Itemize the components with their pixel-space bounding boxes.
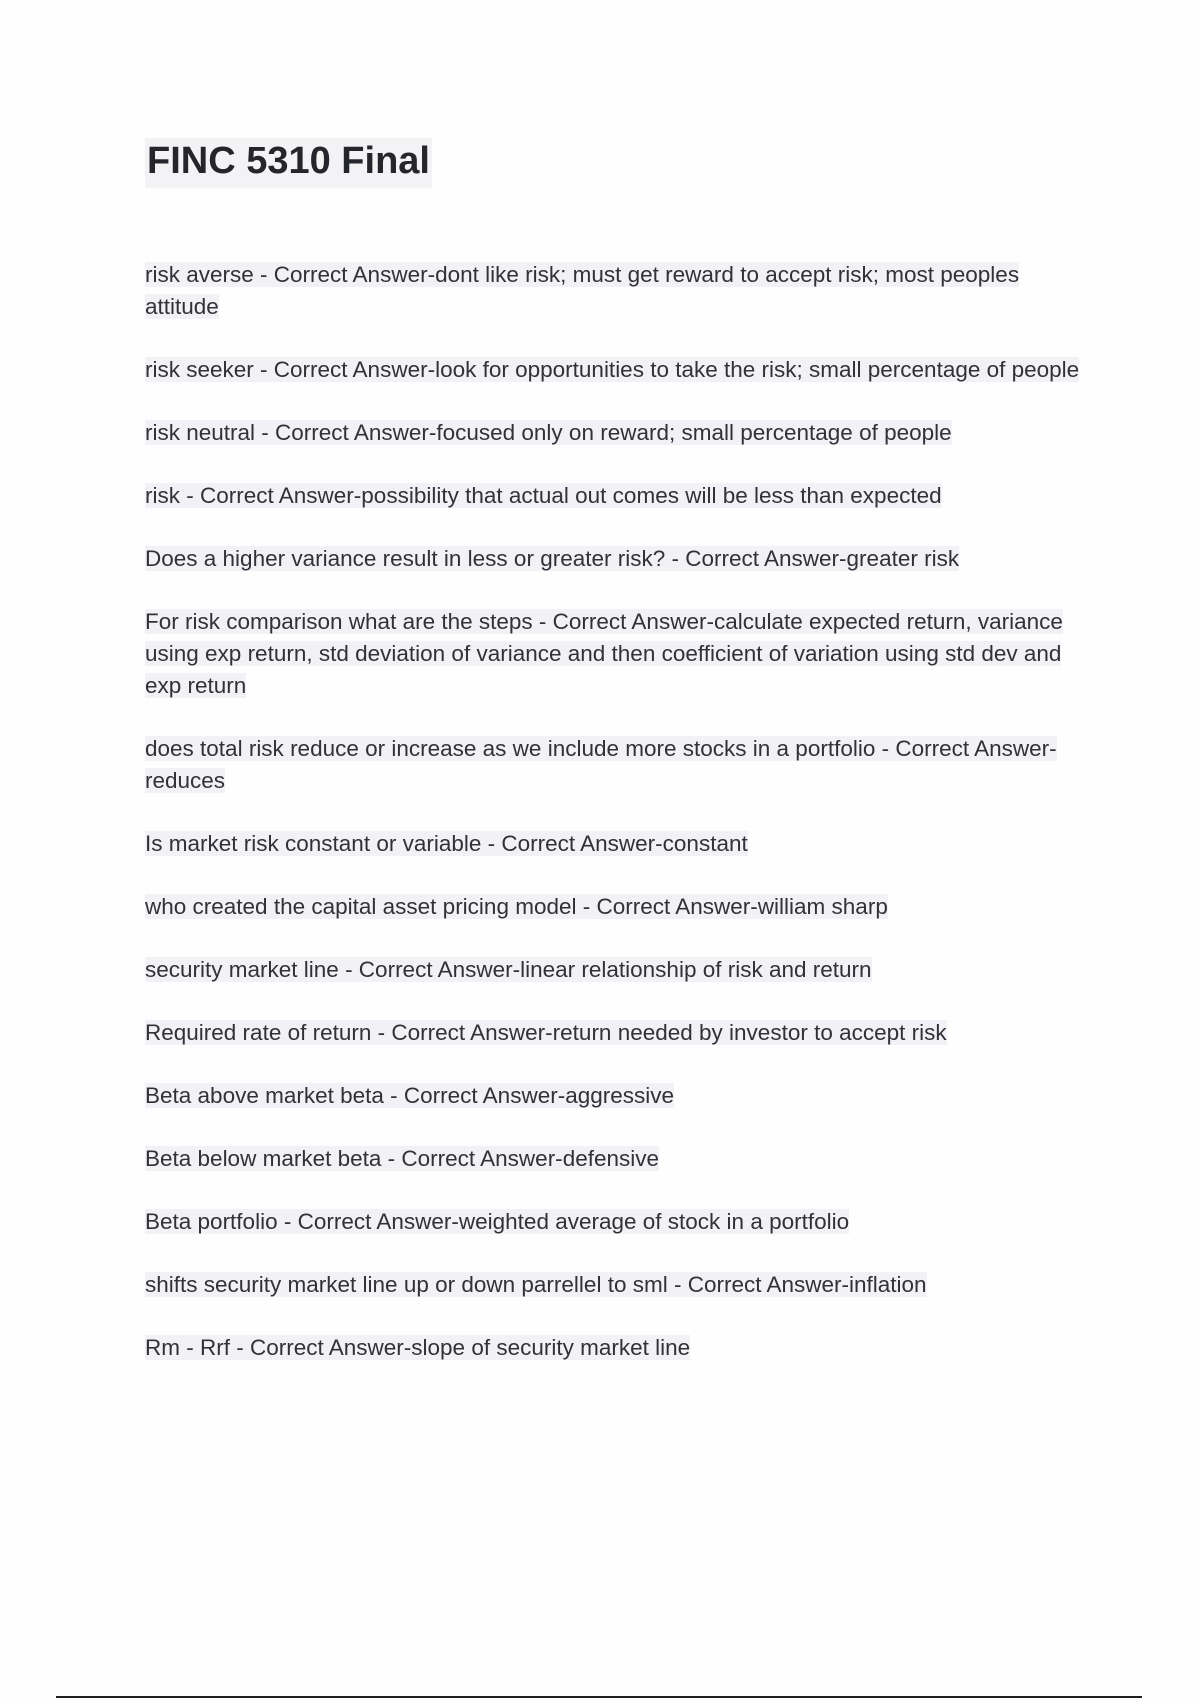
item-separator: - Correct Answer- <box>532 609 714 634</box>
item-question: risk seeker <box>145 357 254 382</box>
item-separator: - Correct Answer- <box>255 420 437 445</box>
item-question: security market line <box>145 957 339 982</box>
item-question: Is market risk constant or variable <box>145 831 482 856</box>
item-question: risk averse <box>145 262 254 287</box>
item-answer: linear relationship of risk and return <box>520 957 872 982</box>
item-text <box>145 609 1063 698</box>
item-text <box>145 831 748 856</box>
list-item <box>145 1206 1090 1238</box>
item-answer: inflation <box>849 1272 927 1297</box>
item-separator: - Correct Answer- <box>371 1020 553 1045</box>
list-item <box>145 354 1090 386</box>
item-answer: greater risk <box>846 546 960 571</box>
list-item <box>145 1143 1090 1175</box>
item-answer: reduces <box>145 768 226 793</box>
item-question: Beta below market beta <box>145 1146 382 1171</box>
list-item <box>145 733 1090 797</box>
item-answer: look for opportunities to take the risk; small percentage of people <box>435 357 1080 382</box>
item-answer: return needed by investor to accept risk <box>552 1020 947 1045</box>
item-separator: - Correct Answer- <box>253 357 436 382</box>
item-question: does total risk reduce or increase as we include more stocks in a portfolio <box>145 736 876 761</box>
list-item <box>145 606 1090 702</box>
item-separator: - Correct Answer- <box>576 894 758 919</box>
item-separator: - Correct Answer- <box>667 1272 849 1297</box>
item-question: For risk comparison what are the steps <box>145 609 533 634</box>
list-item <box>145 954 1090 986</box>
list-item <box>145 1017 1090 1049</box>
item-text <box>145 1209 849 1234</box>
item-text <box>145 957 872 982</box>
footer-divider <box>56 1696 1142 1698</box>
item-answer: possibility that actual out comes will be less than expected <box>361 483 942 508</box>
item-separator: - Correct Answer- <box>277 1209 459 1234</box>
item-answer: focused only on reward; small percentage of people <box>436 420 952 445</box>
item-separator: - Correct Answer- <box>665 546 847 571</box>
item-answer: dont like risk; must get reward to accept risk; most peoples attitude <box>145 262 1020 319</box>
item-question: Does a higher variance result in less or greater risk? <box>145 546 666 571</box>
item-text <box>145 262 1019 319</box>
item-question: risk <box>145 483 180 508</box>
item-question: who created the capital asset pricing model <box>145 894 577 919</box>
list-item <box>145 259 1090 323</box>
item-text <box>145 1146 659 1171</box>
item-separator: - Correct Answer- <box>338 957 521 982</box>
item-answer: william sharp <box>757 894 888 919</box>
item-text <box>145 1083 674 1108</box>
item-answer: slope of security market line <box>411 1335 691 1360</box>
item-text <box>145 736 1057 793</box>
item-separator: - Correct Answer- <box>383 1083 566 1108</box>
item-separator: - Correct Answer- <box>381 1146 563 1171</box>
item-separator: - Correct Answer- <box>229 1335 412 1360</box>
item-text <box>145 894 888 919</box>
item-question: risk neutral <box>145 420 256 445</box>
item-text <box>145 1335 690 1360</box>
item-text <box>145 546 959 571</box>
list-item <box>145 828 1090 860</box>
item-text <box>145 357 1079 382</box>
item-text <box>145 1272 927 1297</box>
list-item <box>145 1080 1090 1112</box>
item-answer: constant <box>662 831 748 856</box>
item-question: shifts security market line up or down parrellel to sml <box>145 1272 668 1297</box>
item-text <box>145 420 952 445</box>
item-separator: - Correct Answer- <box>253 262 436 287</box>
item-answer: weighted average of stock in a portfolio <box>458 1209 850 1234</box>
list-item <box>145 543 1090 575</box>
list-item <box>145 1269 1090 1301</box>
item-answer: aggressive <box>565 1083 675 1108</box>
item-question: Rm - Rrf <box>145 1335 230 1360</box>
page-title: FINC 5310 Final <box>145 138 432 188</box>
item-answer: defensive <box>562 1146 660 1171</box>
list-item <box>145 1332 1090 1364</box>
list-item <box>145 480 1090 512</box>
item-separator: - Correct Answer- <box>180 483 362 508</box>
item-text <box>145 483 942 508</box>
item-question: Required rate of return <box>145 1020 372 1045</box>
flashcard-list <box>145 259 1090 1395</box>
list-item <box>145 891 1090 923</box>
item-separator: - Correct Answer- <box>875 736 1057 761</box>
item-question: Beta above market beta <box>145 1083 384 1108</box>
item-text <box>145 1020 947 1045</box>
item-answer: calculate expected return, variance using exp return, std deviation of variance and then coefficient of variation using std dev and exp return <box>145 609 1063 698</box>
item-question: Beta portfolio <box>145 1209 278 1234</box>
item-separator: - Correct Answer- <box>481 831 663 856</box>
list-item <box>145 417 1090 449</box>
